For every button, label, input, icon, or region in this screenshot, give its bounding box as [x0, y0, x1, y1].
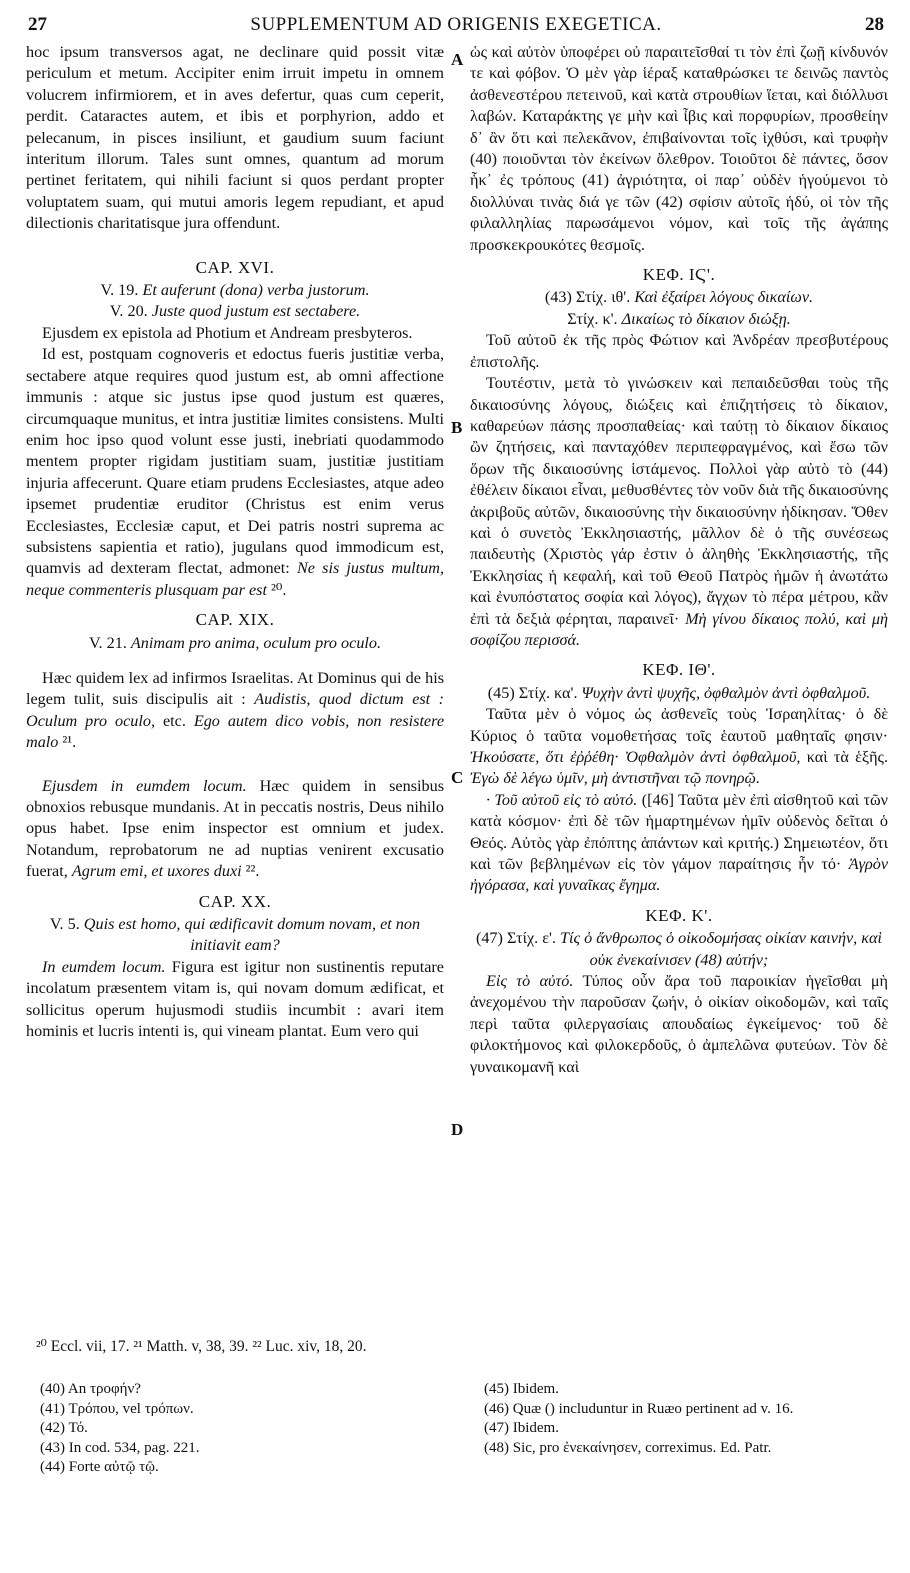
greek-paragraph — [470, 704, 888, 790]
scripture-notes: ²⁰ Eccl. vii, 17. ²¹ Matth. v, 38, 39. ²² Luc. xiv, 18, 20. — [36, 1338, 367, 1355]
section-intro: Ejusdem ex epistola ad Photium et Andream presbyteros. — [42, 323, 413, 342]
quotation: Ἐγὼ δὲ λέγω ὑμῖν, μὴ ἀντιστῆναι τῷ πονηρῷ. — [470, 769, 760, 788]
page-number-left: 27 — [28, 14, 47, 35]
margin-letter-d: D — [451, 1120, 464, 1139]
verse-number: V. 19. — [100, 281, 139, 300]
verse-text: Quis est homo, qui ædificavit domum novam, et non initiavit eam? — [83, 915, 421, 955]
latin-paragraph — [26, 957, 444, 1043]
verse-text: Τίς ὁ ἄνθρωπος ὁ οἰκοδομήσας οἰκίαν καινήν, καὶ οὐκ ἐνεκαίνισεν (48) αὐτήν; — [560, 929, 883, 969]
quotation: Μὴ γίνου δίκαιος πολύ, καὶ μὴ σοφίζου περισσά. — [470, 609, 889, 649]
verse-line — [26, 280, 444, 301]
quotation: Audistis, quod dictum est : Oculum pro oculo, — [26, 690, 444, 730]
latin-paragraph: hoc ipsum transversos agat, ne declinare quid possit vitæ periculum et metum. Accipiter enim irruit impetu in omnem volucrem infirmiorem, et in aves defertur, quas cum ceperit, perdit. Cataractes autem, et ibis et porphyrion, addo et pelecanum, in pisces insiliunt, et gaudium suum faciunt interitum illorum. Tales sunt omnes, quantum ad morum pertinet feritatem, qui nihili faciunt si quos perdant propter voluptatem suam, qui mutui amoris legem repudiant, et apud dilectionis charitatisque jura offendunt. — [26, 43, 444, 233]
verse-number: Στίχ. κ'. — [567, 309, 618, 328]
section-intro: Εἰς τὸ αὐτό. — [486, 972, 574, 991]
quotation: Ne sis justus multum, neque commenteris plusquam par est — [26, 559, 444, 599]
verse-text: Juste quod justum est sectabere. — [151, 302, 361, 321]
footnote: (45) Ibidem. — [484, 1381, 559, 1397]
footnote: (43) In cod. 534, pag. 221. — [40, 1439, 200, 1456]
verse-line — [26, 301, 444, 322]
verse-text: Δικαίως τὸ δίκαιον διώξῃ. — [621, 309, 791, 328]
section-intro: Τοῦ αὐτοῦ ἐκ τῆς πρὸς Φώτιον καὶ Ἀνδρέαν πρεσβυτέρους ἐπιστολῆς. — [470, 331, 888, 371]
paragraph-text: καὶ τὰ ἑξῆς. — [806, 748, 888, 766]
verse-text: Καὶ ἐξαίρει λόγους δικαίων. — [634, 288, 814, 307]
verse-line — [470, 309, 888, 330]
margin-letter-a: A — [451, 50, 464, 69]
footnotes-right — [484, 1380, 884, 1458]
verse-number: V. 20. — [109, 302, 148, 321]
greek-paragraph — [470, 790, 888, 897]
greek-paragraph — [470, 373, 888, 651]
footnotes-left — [40, 1380, 420, 1478]
verse-text: Animam pro anima, oculum pro oculo. — [130, 633, 382, 652]
section-intro: · Τοῦ αὐτοῦ εἰς τὸ αὐτό. — [486, 790, 638, 809]
verse-text: Ψυχὴν ἀντὶ ψυχῆς, ὀφθαλμὸν ἀντὶ ὀφθαλμοῦ. — [581, 683, 871, 702]
paragraph-text: etc. — [162, 711, 186, 730]
quotation: Ἠκούσατε, ὅτι ἐῤῥέθη· Ὀφθαλμὸν ἀντὶ ὀφθαλμοῦ, — [470, 748, 801, 766]
verse-number: (47) Στίχ. ε'. — [475, 929, 556, 948]
chapter-heading: CAP. XX. — [198, 891, 272, 911]
quotation: Agrum emi, et uxores duxi — [71, 862, 242, 881]
footnote: (40) An τροφήν? — [40, 1381, 141, 1397]
page-number-right: 28 — [865, 14, 884, 35]
section-intro: Ejusdem in eumdem locum. — [42, 776, 247, 795]
footnote: (41) Τρόπου, vel τρόπων. — [40, 1400, 194, 1417]
margin-letter-b: B — [451, 418, 463, 437]
paragraph-text: Hæc quidem lex ad infirmos Israelitas. At Dominus qui de his legem tulit, suis discipulis ait : — [26, 668, 444, 709]
chapter-heading: CAP. XIX. — [195, 610, 275, 630]
verse-number: (45) Στίχ. κα'. — [487, 683, 578, 702]
latin-paragraph — [26, 668, 444, 754]
latin-column — [26, 42, 444, 1042]
running-title: SUPPLEMENTUM AD ORIGENIS EXEGETICA. — [250, 14, 662, 35]
note-ref: ²¹. — [62, 733, 77, 752]
verse-text: Et auferunt (dona) verba justorum. — [142, 281, 370, 300]
chapter-heading: ΚΕΦ. Κ'. — [645, 905, 713, 925]
footnote: (44) Forte αὐτῷ τῷ. — [40, 1459, 159, 1475]
note-ref: ²². — [245, 862, 260, 881]
paragraph-text: Τουτέστιν, μετὰ τὸ γινώσκειν καὶ πεπαιδεῦσθαι τοὺς τῆς δικαιοσύνης λόγους, διώξεις καὶ ἐπιζητήσεις τὸ δίκαιον, καθαρεύων πάσης προσπαθείας· καὶ ταύτῃ τὸ δίκαιον δίκαιος ὢν ζητήσεις, καὶ πανταχόθεν περιπεφραγμένος, καὶ ἔσω τῶν ὅρων τῆς δικαιοσύνης ἱστάμενος. Πολλοὶ γὰρ αὐτὸ τὸ (44) ἐθέλειν δίκαιοι εἶναι, μεθυσθέντες τὸν νοῦν διὰ τῆς δικαιοσύνης ἀκριβοῦς αὐτῶν, δικαιοσύνης τὴν δικαιοσύνην ἠδίκησαν. Ὅθεν καὶ ὁ συνετὸς Ἐκκλησιαστής, μᾶλλον δὲ ὁ τῆς συνέσεως παιδευτὴς (Χριστὸς γάρ ἐστιν ὁ ἀληθὴς Ἐκκλησιαστής, τῆς Ἐκκλησίας ἡ κεφαλή, καὶ τοῦ Θεοῦ Πατρὸς ἡμῶν ἡ ἀνωτάτω καὶ ἐνυπόστατος σοφία καὶ λόγος), ἄγχων τὸ πέρα μέτρου, κἂν ἐπὶ τὰ δεξιὰ φέρηται, παραινεῖ· — [470, 374, 888, 628]
verse-line — [470, 928, 888, 971]
latin-paragraph — [26, 776, 444, 883]
chapter-heading: ΚΕΦ. ΙϚ'. — [642, 265, 716, 285]
footnote: (46) Quæ () includuntur in Ruæo pertinent ad v. 16. — [484, 1400, 794, 1417]
greek-paragraph — [470, 971, 888, 1078]
paragraph-text: Τύπος οὖν ἄρα τοῦ παροικίαν ἡγεῖσθαι μὴ ἀνεχομένου τὴν παροῦσαν ζωήν, ὁ οἰκίαν οἰκοδομῶν, καὶ ταῖς περὶ ταῦτα φιλεργασίαις απουδαίως ἐγκείμενος· τοῦ δὲ φιλοκτήμονος καὶ φιλοκερδοῦς, ὁ ἀμπελῶνα φυτεύων. Τὸν δὲ γυναικομανῆ καὶ — [470, 972, 889, 1076]
footnote: (42) Τό. — [40, 1420, 88, 1436]
running-header — [28, 14, 884, 38]
quotation: Ἀγρὸν ἠγόρασα, καὶ γυναῖκας ἔγημα. — [470, 855, 889, 895]
greek-paragraph: ὡς καὶ αὐτὸν ὑποφέρει οὐ παραιτεῖσθαί τι τὸν ἐπὶ ζωῇ κίνδυνόν τε καὶ φόβον. Ὁ μὲν γὰρ ἱέραξ καταθρώσκει τε δεινῶς παντὸς ἀσθενεστέρου πετεινοῦ, καὶ κατὰ στρουθίων ἵεται, καὶ διόλλυσι λαβών. Καταράκτης γε μὴν καὶ ἶβις καὶ πορφυρίων, προσθείην δ᾽ ἂν ὅτι καὶ πελεκᾶνον, ἐπιβαίνονται τοῖς ἰχθύσι, καὶ τρυφὴν (40) ποιοῦνται τὸν ἐκείνων ὄλεθρον. Τοιοῦτοι δὲ πάντες, ὅσον ἧκ᾽ ἐς τρόπους (41) ἀγριότητα, οἱ παρ᾽ οὐδὲν ἡγούμενοι τὸ διολλύναι τινὰς διά γε τῶν (42) σφίσιν αὐτοῖς ἡδύ, οἱ τὸν τῆς φιλαλληλίας παρωσάμενοι νόμον, καὶ τοῖς τῆς ἀγάπης προσκεκρουκότες θεσμοῖς. — [470, 43, 888, 254]
verse-line — [470, 683, 888, 704]
paragraph-text: ([46] Ταῦτα μὲν ἐπὶ αἰσθητοῦ καὶ τῶν κατὰ κόσμον· ἐπὶ δὲ τῶν ἡμαρτημένων ἡμῖν οὐδενὸς δεῖται ὁ Θεός. Αὐτὸς γὰρ ἐπόπτης ἁπάντων καὶ κριτής.) Σημειωτέον, ὅτι καὶ τῶν βεβλημένων εἰς τὸν γάμον παραίτησις ἦν τό· — [470, 790, 888, 874]
chapter-heading: ΚΕΦ. ΙΘ'. — [642, 660, 716, 680]
section-intro: In eumdem locum. — [42, 957, 166, 976]
paragraph-text: Figura est igitur non sustinentis reputare incolatum præsentem vitam is, qui novam domum ædificat, et sollicitus operum hujusmodi studiis incumbit : avari item hominis et lucris intenti is, qui vineam plantat. Eum vero qui — [26, 957, 444, 1041]
paragraph-text: Id est, postquam cognoveris et edoctus fueris justitiæ verba, sectabere atque requires quod justum est, ab omni affectione immunis : atque sic justus ipse quod justum est quæres, circumquaque munitus, et intra justitiæ limites consistens. Multi enim hoc ipso quod volunt esse justi, inebriati quodammodo mentem propter rigidam justitiam suam, justitiæ justitiam injuria affecerunt. Quare etiam prudens Ecclesiastes, atque adeo ipsemet prudentiæ eruditor (Christus est enim verus Ecclesiastes, Ecclesiæ caput, et Dei patris nostri suprema ac subsistens sapientia et ratio), jugulans quod immodicum est, quamvis ad dexteram flectat, admonet: — [26, 345, 444, 578]
paragraph-text: Hæc quidem in sensibus obnoxios rebusque mundanis. At in peccatis nostris, Deus nihilo opus habet. Ipse enim inspector est omnium et judex. Notandum, reprobatorum ne ad nuptias venirent excusatio fuerat, — [26, 776, 444, 881]
verse-number: V. 21. — [88, 633, 127, 652]
note-ref: ²⁰. — [271, 580, 287, 599]
chapter-heading: CAP. XVI. — [195, 257, 275, 277]
latin-paragraph — [26, 344, 444, 601]
verse-line — [26, 633, 444, 654]
verse-line — [26, 914, 444, 957]
footnote: (48) Sic, pro ἐνεκαίνησεν, correximus. Ed. Patr. — [484, 1439, 772, 1456]
footnote: (47) Ibidem. — [484, 1420, 559, 1436]
greek-column — [470, 42, 888, 1078]
quotation: Ego autem dico vobis, non resistere malo — [26, 711, 445, 752]
paragraph-text: Ταῦτα μὲν ὁ νόμος ὡς ἀσθενεῖς τοὺς Ἰσραηλίτας· ὁ δὲ Κύριος ὁ ταῦτα νομοθετήσας τοῖς ἑαυτοῦ μαθηταῖς φησιν· — [470, 705, 888, 745]
verse-number: V. 5. — [49, 915, 80, 934]
verse-line — [470, 287, 888, 308]
verse-number: (43) Στίχ. ιθ'. — [544, 288, 631, 307]
margin-letter-c: C — [451, 768, 464, 787]
